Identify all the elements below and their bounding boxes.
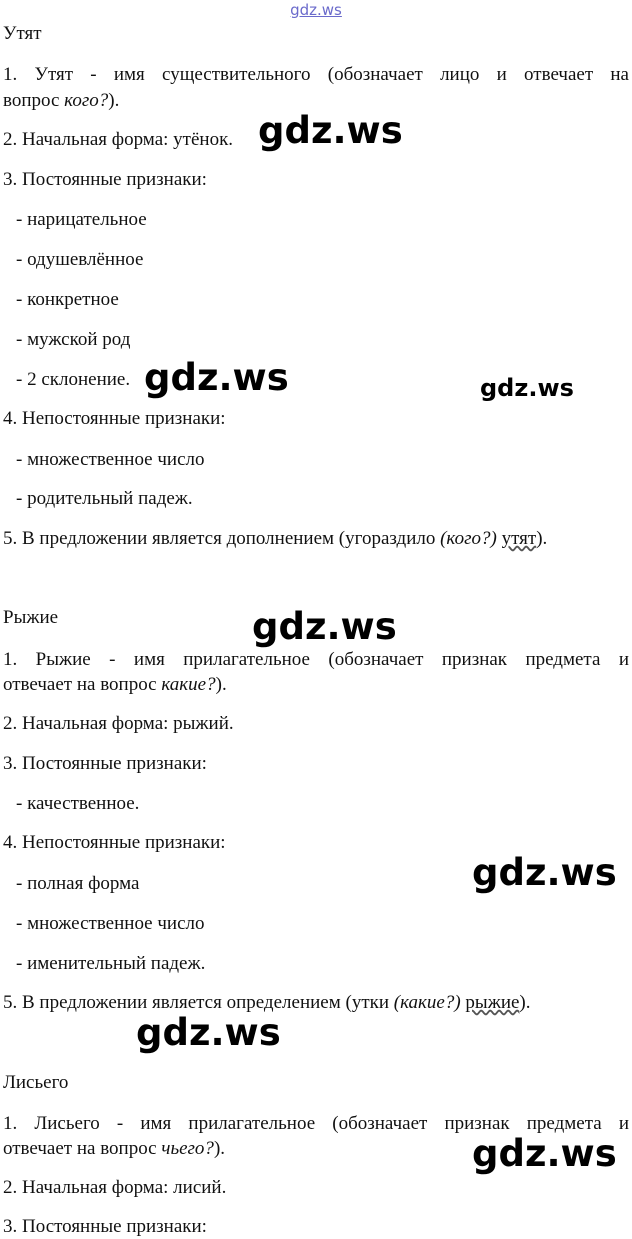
s1-const-4: - мужской род (16, 329, 131, 350)
s1-item3: 3. Постоянные признаки: (3, 169, 207, 190)
s2-nonconst-1: - полная форма (16, 873, 140, 894)
watermark: gdz.ws (472, 851, 617, 894)
s2-item2: 2. Начальная форма: рыжий. (3, 713, 234, 734)
s2-item5: 5. В предложении является определением (утки (какие?) рыжие). (3, 992, 531, 1013)
watermark: gdz.ws (136, 1011, 281, 1054)
s1-item1-line1: 1. Утят - имя существительного (обозначает лицо и отвечает на (3, 64, 629, 85)
watermark: gdz.ws (480, 374, 574, 402)
s1-const-3: - конкретное (16, 289, 119, 310)
s2-item3: 3. Постоянные признаки: (3, 753, 207, 774)
s2-const-1: - качественное. (16, 793, 140, 814)
watermark: gdz.ws (252, 605, 397, 648)
s1-const-5: - 2 склонение. (16, 369, 131, 390)
s1-nonconst-2: - родительный падеж. (16, 488, 193, 509)
s3-item3: 3. Постоянные признаки: (3, 1216, 207, 1237)
s1-item2: 2. Начальная форма: утёнок. (3, 129, 234, 150)
section-title-lisego: Лисьего (3, 1072, 69, 1093)
watermark: gdz.ws (258, 109, 403, 152)
site-header-link[interactable]: gdz.ws (290, 1, 342, 19)
s2-item1-line1: 1. Рыжие - имя прилагательное (обозначает признак предмета и (3, 649, 629, 670)
s2-item1-line2: отвечает на вопрос какие?). (3, 674, 227, 695)
s1-nonconst-1: - множественное число (16, 449, 205, 470)
watermark: gdz.ws (472, 1132, 617, 1175)
s3-item1-line1: 1. Лисьего - имя прилагательное (обозначает признак предмета и (3, 1113, 629, 1134)
s1-item1-line2: вопрос кого?). (3, 90, 120, 111)
section-title-ryzhie: Рыжие (3, 607, 59, 628)
s3-item2: 2. Начальная форма: лисий. (3, 1177, 227, 1198)
section-title-utyat: Утят (3, 23, 42, 44)
s1-item5: 5. В предложении является дополнением (угораздило (кого?) утят). (3, 528, 548, 549)
s2-nonconst-2: - множественное число (16, 913, 205, 934)
s2-nonconst-3: - именительный падеж. (16, 953, 206, 974)
s3-item1-line2: отвечает на вопрос чьего?). (3, 1138, 226, 1159)
watermark: gdz.ws (144, 356, 289, 399)
s1-item4: 4. Непостоянные признаки: (3, 408, 226, 429)
s2-item4: 4. Непостоянные признаки: (3, 832, 226, 853)
s1-const-2: - одушевлённое (16, 249, 144, 270)
s1-const-1: - нарицательное (16, 209, 147, 230)
